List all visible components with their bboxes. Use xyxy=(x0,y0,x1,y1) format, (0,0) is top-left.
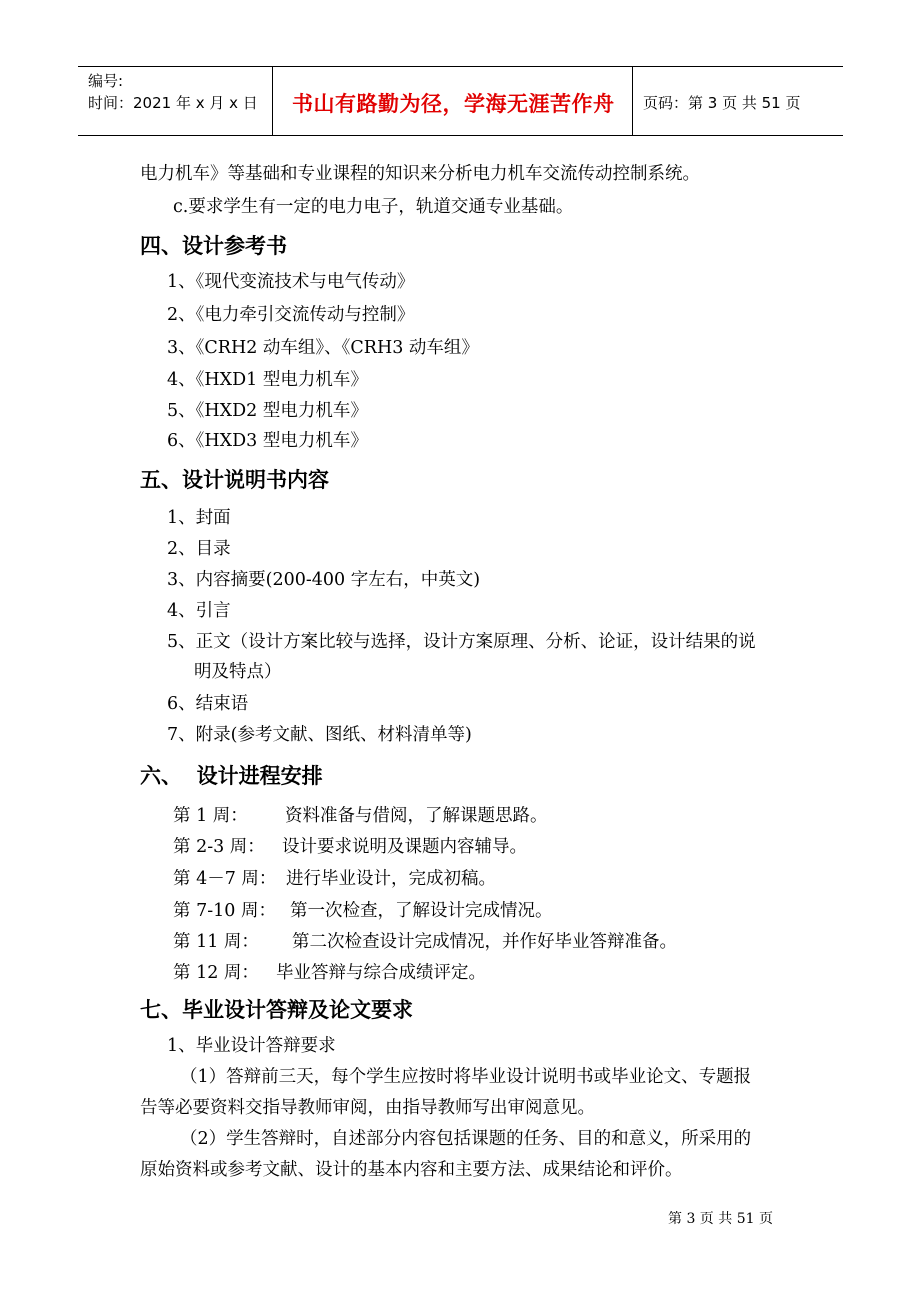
schedule-task: 毕业答辩与综合成绩评定。 xyxy=(276,963,486,983)
schedule-week: 第 2-3 周： xyxy=(173,837,265,857)
content-item: 3、内容摘要(200-400 字左右，中英文) xyxy=(167,570,481,590)
schedule-task: 设计要求说明及课题内容辅导。 xyxy=(282,837,527,857)
content-item: 1、封面 xyxy=(167,508,231,528)
reference-item: 4、《HXD1 型电力机车》 xyxy=(167,370,368,390)
document-number-label: 编号: xyxy=(88,72,124,90)
header-divider xyxy=(632,67,633,135)
schedule-week: 第 4－7 周： xyxy=(173,869,277,889)
section-heading: 七、毕业设计答辩及论文要求 xyxy=(140,998,413,1022)
reference-item: 3、《CRH2 动车组》、《CRH3 动车组》 xyxy=(167,338,479,358)
content-item: 4、引言 xyxy=(167,601,231,621)
content-item: 6、结束语 xyxy=(167,694,249,714)
subsection-heading: 1、毕业设计答辩要求 xyxy=(167,1036,336,1056)
schedule-task: 第一次检查，了解设计完成情况。 xyxy=(290,901,553,921)
paragraph-line: 告等必要资料交指导教师审阅，由指导教师写出审阅意见。 xyxy=(140,1098,595,1118)
schedule-week: 第 11 周： xyxy=(173,932,259,952)
schedule-task: 第二次检查设计完成情况，并作好毕业答辩准备。 xyxy=(292,932,677,952)
reference-item: 6、《HXD3 型电力机车》 xyxy=(167,431,368,451)
reference-item: 2、《电力牵引交流传动与控制》 xyxy=(167,305,415,325)
reference-item: 5、《HXD2 型电力机车》 xyxy=(167,401,368,421)
section-heading: 四、设计参考书 xyxy=(140,234,287,258)
header-divider xyxy=(272,67,273,135)
paragraph-line: 原始资料或参考文献、设计的基本内容和主要方法、成果结论和评价。 xyxy=(140,1160,683,1180)
reference-item: 1、《现代变流技术与电气传动》 xyxy=(167,272,415,292)
content-item: 2、目录 xyxy=(167,539,231,559)
section-heading: 六、 设计进程安排 xyxy=(140,764,323,788)
document-date: 时间：2021 年 x 月 x 日 xyxy=(88,94,258,112)
page-footer: 第 3 页 共 51 页 xyxy=(668,1211,773,1227)
schedule-week: 第 12 周： xyxy=(173,963,259,983)
content-item: 7、附录(参考文献、图纸、材料清单等) xyxy=(167,725,472,745)
header-motto: 书山有路勤为径，学海无涯苦作舟 xyxy=(292,92,615,116)
paragraph-line: 电力机车》等基础和专业课程的知识来分析电力机车交流传动控制系统。 xyxy=(140,164,700,184)
header-bottom-rule xyxy=(78,135,843,136)
content-item: 5、正文（设计方案比较与选择，设计方案原理、分析、论证，设计结果的说 xyxy=(167,632,756,652)
header-top-rule xyxy=(78,66,843,67)
schedule-week: 第 7-10 周： xyxy=(173,901,276,921)
schedule-week: 第 1 周： xyxy=(173,806,248,826)
schedule-task: 资料准备与借阅，了解课题思路。 xyxy=(285,806,548,826)
schedule-task: 进行毕业设计，完成初稿。 xyxy=(286,869,496,889)
paragraph-line: （2）学生答辩时，自述部分内容包括课题的任务、目的和意义，所采用的 xyxy=(180,1129,752,1149)
paragraph-line: （1）答辩前三天，每个学生应按时将毕业设计说明书或毕业论文、专题报 xyxy=(180,1067,752,1087)
paragraph-line: c.要求学生有一定的电力电子，轨道交通专业基础。 xyxy=(173,197,574,217)
section-heading: 五、设计说明书内容 xyxy=(140,468,329,492)
header-page-number: 页码：第 3 页 共 51 页 xyxy=(643,94,801,112)
content-item-continued: 明及特点） xyxy=(194,662,282,682)
